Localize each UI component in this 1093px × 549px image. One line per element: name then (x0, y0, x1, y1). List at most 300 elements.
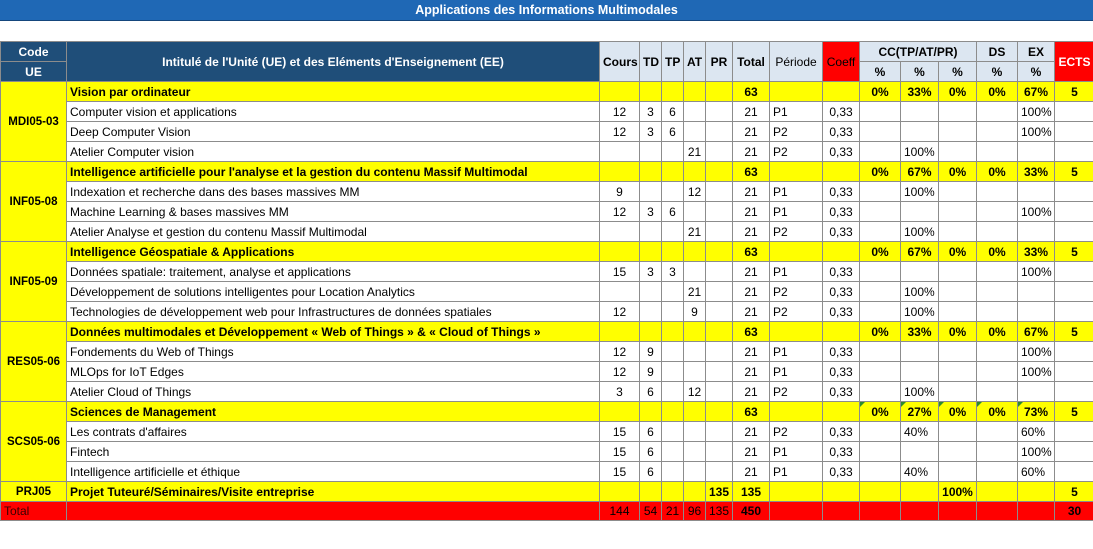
ue-ds: 0% (977, 402, 1018, 422)
ee-cours: 12 (600, 122, 640, 142)
ee-ds (977, 222, 1018, 242)
ee-coeff: 0,33 (823, 122, 860, 142)
ee-tp (662, 462, 684, 482)
ee-cc1 (860, 422, 901, 442)
ee-cc3 (939, 302, 977, 322)
ee-coeff: 0,33 (823, 362, 860, 382)
ee-cours: 15 (600, 462, 640, 482)
ee-coeff: 0,33 (823, 342, 860, 362)
ee-total: 21 (733, 102, 770, 122)
col-header-cc: CC(TP/AT/PR) (860, 42, 977, 62)
ee-cours: 12 (600, 362, 640, 382)
ee-at (684, 442, 706, 462)
total-empty (860, 502, 901, 521)
col-header-code-ue: UE (1, 62, 67, 82)
ee-ds (977, 122, 1018, 142)
ee-row (1, 122, 1093, 142)
ee-ects (1055, 262, 1093, 282)
ue-empty (600, 402, 640, 422)
ee-row (1, 302, 1093, 322)
total-empty (67, 502, 600, 521)
col-header-ects: ECTS (1055, 42, 1093, 82)
ue-ex: 33% (1018, 162, 1055, 182)
ee-cc1 (860, 182, 901, 202)
ue-empty (684, 162, 706, 182)
ee-ex: 100% (1018, 122, 1055, 142)
project-empty (977, 482, 1018, 502)
ee-periode: P1 (770, 442, 823, 462)
ee-cc1 (860, 362, 901, 382)
ee-cc2: 40% (901, 462, 939, 482)
ue-name: Intelligence artificielle pour l'analyse et la gestion du contenu Massif Multimodal (67, 162, 600, 182)
ue-empty (662, 402, 684, 422)
ue-ects: 5 (1055, 242, 1093, 262)
ee-pr (706, 282, 733, 302)
ee-td (640, 282, 662, 302)
ee-coeff: 0,33 (823, 142, 860, 162)
col-header-pct: % (939, 62, 977, 82)
ue-cc2: 27% (901, 402, 939, 422)
ee-cc2 (901, 442, 939, 462)
ee-ects (1055, 202, 1093, 222)
ue-ects: 5 (1055, 402, 1093, 422)
ee-coeff: 0,33 (823, 202, 860, 222)
project-empty (1018, 482, 1055, 502)
ee-tp: 3 (662, 262, 684, 282)
ee-name: Intelligence artificielle et éthique (67, 462, 600, 482)
col-header-at: AT (684, 42, 706, 82)
ee-name: Atelier Analyse et gestion du contenu Massif Multimodal (67, 222, 600, 242)
ue-ds: 0% (977, 82, 1018, 102)
ue-cc3: 0% (939, 402, 977, 422)
ee-pr (706, 382, 733, 402)
ee-pr (706, 262, 733, 282)
ee-ds (977, 202, 1018, 222)
ee-td: 6 (640, 422, 662, 442)
ee-ex: 100% (1018, 362, 1055, 382)
project-empty (901, 482, 939, 502)
ee-pr (706, 362, 733, 382)
ee-tp (662, 182, 684, 202)
ee-tp (662, 422, 684, 442)
ee-total: 21 (733, 442, 770, 462)
ee-periode: P2 (770, 222, 823, 242)
ee-pr (706, 302, 733, 322)
ee-total: 21 (733, 182, 770, 202)
project-empty (823, 482, 860, 502)
project-ects: 5 (1055, 482, 1093, 502)
ee-at (684, 122, 706, 142)
project-empty (860, 482, 901, 502)
ee-coeff: 0,33 (823, 462, 860, 482)
ee-cours (600, 142, 640, 162)
ee-cc1 (860, 122, 901, 142)
ee-row (1, 202, 1093, 222)
ue-code: INF05-09 (1, 242, 67, 322)
ee-ects (1055, 442, 1093, 462)
ee-row (1, 102, 1093, 122)
ue-empty (600, 242, 640, 262)
ee-cc2 (901, 342, 939, 362)
ee-cc3 (939, 342, 977, 362)
ee-td: 3 (640, 262, 662, 282)
ee-name: Computer vision et applications (67, 102, 600, 122)
ee-ds (977, 422, 1018, 442)
ee-pr (706, 142, 733, 162)
col-header-cours: Cours (600, 42, 640, 82)
ee-cc1 (860, 462, 901, 482)
ue-empty (662, 322, 684, 342)
ee-coeff: 0,33 (823, 382, 860, 402)
ee-cc3 (939, 282, 977, 302)
ee-ds (977, 462, 1018, 482)
ee-at (684, 202, 706, 222)
ee-td: 6 (640, 382, 662, 402)
ee-total: 21 (733, 362, 770, 382)
ee-ects (1055, 182, 1093, 202)
ue-total: 63 (733, 242, 770, 262)
ee-at (684, 102, 706, 122)
total-pr: 135 (706, 502, 733, 521)
ee-coeff: 0,33 (823, 422, 860, 442)
ee-ds (977, 262, 1018, 282)
ee-cours: 9 (600, 182, 640, 202)
ee-tp (662, 342, 684, 362)
project-code: PRJ05 (1, 482, 67, 502)
ee-ds (977, 302, 1018, 322)
ee-cc3 (939, 182, 977, 202)
ee-ex: 100% (1018, 442, 1055, 462)
ue-empty (770, 242, 823, 262)
ue-empty (770, 162, 823, 182)
ue-empty (662, 82, 684, 102)
ee-cc3 (939, 462, 977, 482)
ue-cc2: 67% (901, 242, 939, 262)
ue-empty (640, 402, 662, 422)
ee-ds (977, 382, 1018, 402)
ee-periode: P2 (770, 302, 823, 322)
col-header-pct: % (860, 62, 901, 82)
ee-name: Fintech (67, 442, 600, 462)
ee-row (1, 282, 1093, 302)
ee-name: Deep Computer Vision (67, 122, 600, 142)
ue-ects: 5 (1055, 82, 1093, 102)
ee-ds (977, 362, 1018, 382)
ee-tp (662, 362, 684, 382)
ee-periode: P1 (770, 462, 823, 482)
project-empty (770, 482, 823, 502)
ee-total: 21 (733, 342, 770, 362)
ee-cc3 (939, 262, 977, 282)
ee-total: 21 (733, 462, 770, 482)
col-header-td: TD (640, 42, 662, 82)
ue-name: Données multimodales et Développement « Web of Things » & « Cloud of Things » (67, 322, 600, 342)
ee-periode: P1 (770, 202, 823, 222)
ue-empty (684, 82, 706, 102)
ee-name: MLOps for IoT Edges (67, 362, 600, 382)
project-empty (684, 482, 706, 502)
ee-periode: P2 (770, 422, 823, 442)
total-at: 96 (684, 502, 706, 521)
ee-ects (1055, 282, 1093, 302)
ue-empty (823, 242, 860, 262)
ee-cours: 12 (600, 202, 640, 222)
ue-row (1, 162, 1093, 182)
ee-pr (706, 202, 733, 222)
ue-ds: 0% (977, 322, 1018, 342)
ee-ects (1055, 122, 1093, 142)
ue-empty (662, 162, 684, 182)
ee-name: Fondements du Web of Things (67, 342, 600, 362)
ue-ex: 67% (1018, 82, 1055, 102)
ee-tp (662, 222, 684, 242)
ee-at: 12 (684, 382, 706, 402)
total-empty (939, 502, 977, 521)
ee-name: Machine Learning & bases massives MM (67, 202, 600, 222)
ue-ex: 33% (1018, 242, 1055, 262)
ee-ects (1055, 142, 1093, 162)
total-empty (977, 502, 1018, 521)
ue-cc1: 0% (860, 82, 901, 102)
ee-cc3 (939, 442, 977, 462)
ue-empty (600, 82, 640, 102)
total-cours: 144 (600, 502, 640, 521)
ee-name: Atelier Cloud of Things (67, 382, 600, 402)
ee-name: Indexation et recherche dans des bases massives MM (67, 182, 600, 202)
ee-at: 12 (684, 182, 706, 202)
ue-empty (823, 402, 860, 422)
ee-name: Développement de solutions intelligentes pour Location Analytics (67, 282, 600, 302)
ee-cc1 (860, 202, 901, 222)
ee-ds (977, 342, 1018, 362)
ee-coeff: 0,33 (823, 182, 860, 202)
ee-cc3 (939, 102, 977, 122)
ee-ds (977, 142, 1018, 162)
ee-cc3 (939, 422, 977, 442)
ue-empty (770, 322, 823, 342)
ee-pr (706, 422, 733, 442)
ee-coeff: 0,33 (823, 222, 860, 242)
ee-tp (662, 302, 684, 322)
ee-cc2: 100% (901, 382, 939, 402)
ee-ex (1018, 222, 1055, 242)
ee-periode: P1 (770, 102, 823, 122)
ee-pr (706, 442, 733, 462)
ee-pr (706, 222, 733, 242)
ee-total: 21 (733, 422, 770, 442)
ue-cc3: 0% (939, 162, 977, 182)
ee-row (1, 342, 1093, 362)
ee-ex (1018, 282, 1055, 302)
ee-ex: 60% (1018, 462, 1055, 482)
ue-empty (684, 402, 706, 422)
ue-empty (640, 242, 662, 262)
ee-ects (1055, 222, 1093, 242)
ue-empty (823, 162, 860, 182)
ue-empty (770, 82, 823, 102)
ue-empty (770, 402, 823, 422)
ee-at (684, 422, 706, 442)
ue-cc3: 0% (939, 322, 977, 342)
ee-cc2: 100% (901, 282, 939, 302)
ee-cours: 15 (600, 422, 640, 442)
ee-periode: P2 (770, 382, 823, 402)
ue-empty (706, 242, 733, 262)
ue-empty (706, 82, 733, 102)
ee-cours: 15 (600, 442, 640, 462)
ee-td (640, 142, 662, 162)
ee-ects (1055, 302, 1093, 322)
ee-ds (977, 182, 1018, 202)
ee-row (1, 422, 1093, 442)
ue-empty (684, 322, 706, 342)
ue-code: MDI05-03 (1, 82, 67, 162)
ee-ds (977, 442, 1018, 462)
ue-ds: 0% (977, 242, 1018, 262)
ee-cc1 (860, 342, 901, 362)
ue-empty (823, 82, 860, 102)
ue-empty (706, 162, 733, 182)
ee-cours (600, 282, 640, 302)
ue-total: 63 (733, 402, 770, 422)
ue-empty (640, 162, 662, 182)
ee-at (684, 462, 706, 482)
ee-total: 21 (733, 302, 770, 322)
ee-ects (1055, 342, 1093, 362)
ee-cc3 (939, 362, 977, 382)
ee-td (640, 222, 662, 242)
ee-total: 21 (733, 142, 770, 162)
ue-name: Sciences de Management (67, 402, 600, 422)
ee-total: 21 (733, 122, 770, 142)
ee-td: 3 (640, 202, 662, 222)
ee-cc1 (860, 102, 901, 122)
ue-ex: 73% (1018, 402, 1055, 422)
ee-coeff: 0,33 (823, 302, 860, 322)
ee-td: 6 (640, 462, 662, 482)
ue-cc2: 33% (901, 82, 939, 102)
ee-cc2 (901, 202, 939, 222)
ue-empty (823, 322, 860, 342)
ue-row (1, 82, 1093, 102)
ee-cc2: 100% (901, 182, 939, 202)
ue-row (1, 322, 1093, 342)
project-empty (600, 482, 640, 502)
ue-cc1: 0% (860, 402, 901, 422)
project-name: Projet Tuteuré/Séminaires/Visite entreprise (67, 482, 600, 502)
total-empty (901, 502, 939, 521)
col-header-code: Code (1, 42, 67, 62)
sheet-title: Applications des Informations Multimodales (0, 0, 1093, 21)
ue-empty (684, 242, 706, 262)
ee-tp (662, 382, 684, 402)
ue-empty (662, 242, 684, 262)
ee-total: 21 (733, 382, 770, 402)
total-empty (1018, 502, 1055, 521)
ee-at: 9 (684, 302, 706, 322)
col-header-periode: Période (770, 42, 823, 82)
ee-cc1 (860, 442, 901, 462)
total-label: Total (1, 502, 67, 521)
project-cc3: 100% (939, 482, 977, 502)
ee-cours: 12 (600, 342, 640, 362)
ee-cc3 (939, 122, 977, 142)
ue-cc3: 0% (939, 82, 977, 102)
col-header-total: Total (733, 42, 770, 82)
col-header-pr: PR (706, 42, 733, 82)
col-header-tp: TP (662, 42, 684, 82)
ee-cc2 (901, 102, 939, 122)
ee-cours: 12 (600, 102, 640, 122)
ee-coeff: 0,33 (823, 442, 860, 462)
ee-td: 9 (640, 342, 662, 362)
project-empty (662, 482, 684, 502)
ee-ects (1055, 382, 1093, 402)
ee-coeff: 0,33 (823, 282, 860, 302)
ee-total: 21 (733, 282, 770, 302)
ue-ex: 67% (1018, 322, 1055, 342)
ee-ex: 60% (1018, 422, 1055, 442)
ee-cc2 (901, 362, 939, 382)
ee-td (640, 302, 662, 322)
ue-total: 63 (733, 82, 770, 102)
ee-cc2: 100% (901, 302, 939, 322)
ee-ex (1018, 142, 1055, 162)
col-header-ds: DS (977, 42, 1018, 62)
ee-row (1, 442, 1093, 462)
ee-ex: 100% (1018, 202, 1055, 222)
ee-periode: P1 (770, 182, 823, 202)
ee-ects (1055, 422, 1093, 442)
ue-total: 63 (733, 322, 770, 342)
ee-at (684, 262, 706, 282)
ee-row (1, 362, 1093, 382)
total-tp: 21 (662, 502, 684, 521)
ee-cc1 (860, 382, 901, 402)
ee-cc3 (939, 202, 977, 222)
ee-total: 21 (733, 262, 770, 282)
col-header-pct: % (1018, 62, 1055, 82)
ee-ex (1018, 182, 1055, 202)
ee-ects (1055, 102, 1093, 122)
ee-td: 9 (640, 362, 662, 382)
ee-tp: 6 (662, 122, 684, 142)
ee-cours: 3 (600, 382, 640, 402)
ee-ds (977, 102, 1018, 122)
ee-cc1 (860, 282, 901, 302)
ee-td: 6 (640, 442, 662, 462)
ee-periode: P1 (770, 362, 823, 382)
ue-cc1: 0% (860, 162, 901, 182)
ee-cc2 (901, 122, 939, 142)
col-header-pct: % (901, 62, 939, 82)
ue-code: SCS05-06 (1, 402, 67, 482)
ee-cc2: 40% (901, 422, 939, 442)
ee-cours: 12 (600, 302, 640, 322)
ee-name: Les contrats d'affaires (67, 422, 600, 442)
ue-cc2: 67% (901, 162, 939, 182)
ee-periode: P2 (770, 122, 823, 142)
ee-row (1, 382, 1093, 402)
ee-tp (662, 282, 684, 302)
col-header-intitule: Intitulé de l'Unité (UE) et des Eléments d'Enseignement (EE) (67, 42, 600, 82)
ee-ex (1018, 302, 1055, 322)
ee-name: Technologies de développement web pour Infrastructures de données spatiales (67, 302, 600, 322)
project-pr: 135 (706, 482, 733, 502)
ee-ex: 100% (1018, 102, 1055, 122)
ue-ects: 5 (1055, 322, 1093, 342)
table-body (1, 82, 1093, 521)
